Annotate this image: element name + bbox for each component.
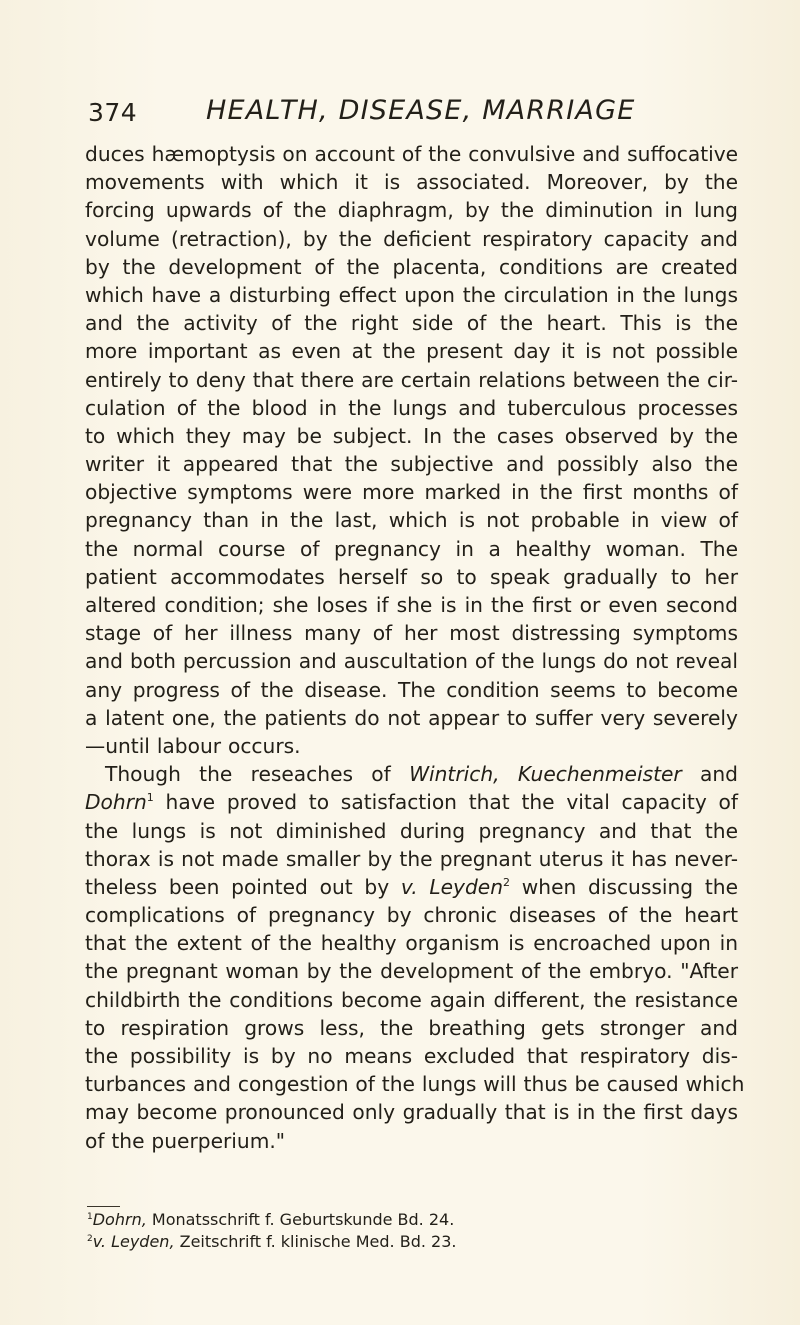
text-fragment: and xyxy=(681,762,738,787)
footnote-text: Zeitschrift f. klinische Med. Bd. 23. xyxy=(174,1232,457,1251)
text-line: duces hæmoptysis on account of the convulsive and suffocative xyxy=(85,142,739,166)
text-line: stage of her illness many of her most distressing symptoms xyxy=(85,621,738,646)
footnote-mark: 1 xyxy=(87,1212,93,1222)
text-line: patient accommodates herself so to speak gradually to her xyxy=(85,564,738,589)
text-line xyxy=(85,873,738,901)
text-line: altered condition; she loses if she is in the first or even second xyxy=(85,593,738,617)
text-line: culation of the blood in the lungs and tuberculous processes xyxy=(85,395,738,420)
footnotes xyxy=(87,1209,727,1253)
text-line: more important as even at the present day it is not possible xyxy=(85,339,738,364)
paragraph-2 xyxy=(85,760,745,1155)
text-line: to which they may be subject. In the cases observed by the xyxy=(85,423,738,448)
text-line: to respiration grows less, the breathing gets stronger and xyxy=(85,1015,738,1040)
footnote-2 xyxy=(87,1231,727,1253)
author-name-leyden: v. Leyden xyxy=(400,874,504,899)
text-line: —until labour occurs. xyxy=(85,733,301,758)
text-line: forcing upwards of the diaphragm, by the diminution in lung xyxy=(85,198,738,223)
text-line: a latent one, the patients do not appear to suffer very severely xyxy=(85,705,738,730)
text-line: complications of pregnancy by chronic diseases of the heart xyxy=(85,903,738,928)
footnote-author: v. Leyden, xyxy=(92,1232,175,1251)
footnote-ref-1[interactable]: 1 xyxy=(146,791,154,805)
text-line: thorax is not made smaller by the pregnant uterus it has never- xyxy=(85,846,738,871)
footnote-mark: 2 xyxy=(87,1234,93,1244)
body-text xyxy=(85,140,745,1155)
text-line xyxy=(85,760,738,788)
text-line: any progress of the disease. The condition seems to become xyxy=(85,677,738,702)
author-names: Wintrich, Kuechenmeister xyxy=(409,762,682,787)
text-line xyxy=(85,788,738,816)
running-head: HEALTH, DISEASE, MARRIAGE xyxy=(206,95,636,126)
page-header xyxy=(88,95,728,138)
text-line: the lungs is not diminished during pregnancy and that the xyxy=(85,818,738,843)
text-fragment: when discussing the xyxy=(510,874,738,899)
text-line: the pregnant woman by the development of the embryo. "After xyxy=(85,959,738,984)
footnote-text: Monatsschrift f. Geburtskunde Bd. 24. xyxy=(146,1210,455,1229)
text-line: the normal course of pregnancy in a healthy woman. The xyxy=(85,536,738,561)
text-line: by the development of the placenta, conditions are created xyxy=(85,254,738,279)
text-line: turbances and congestion of the lungs will thus be caused which xyxy=(85,1072,745,1097)
text-fragment: have proved to satisfaction that the vital capacity of xyxy=(153,790,738,815)
text-line: may become pronounced only gradually that is in the first days xyxy=(85,1100,738,1125)
author-name-dohrn: Dohrn xyxy=(85,790,147,815)
text-fragment: Though the reseaches of xyxy=(105,762,410,787)
text-line: objective symptoms were more marked in the first months of xyxy=(85,480,738,505)
footnote-1 xyxy=(87,1209,727,1231)
text-line: writer it appeared that the subjective and possibly also the xyxy=(85,452,738,477)
text-fragment: theless been pointed out by xyxy=(85,874,401,899)
text-line: movements with which it is associated. Moreover, by the xyxy=(85,170,738,195)
text-line: that the extent of the healthy organism is encroached upon in xyxy=(85,931,738,956)
footnote-divider xyxy=(87,1206,120,1207)
text-line: and both percussion and auscultation of the lungs do not reveal xyxy=(85,649,738,674)
footnote-ref-2[interactable]: 2 xyxy=(503,875,511,889)
text-line: which have a disturbing effect upon the circulation in the lungs xyxy=(85,282,738,307)
text-line: the possibility is by no means excluded that respiratory dis- xyxy=(85,1044,738,1068)
text-line: childbirth the conditions become again different, the resistance xyxy=(85,987,738,1012)
text-line: and the activity of the right side of the heart. This is the xyxy=(85,311,738,336)
footnote-author: Dohrn, xyxy=(92,1210,147,1229)
text-line: entirely to deny that there are certain relations between the cir- xyxy=(85,367,738,392)
paragraph-1 xyxy=(85,140,738,760)
text-line: of the puerperium." xyxy=(85,1128,286,1153)
text-line: pregnancy than in the last, which is not probable in view of xyxy=(85,508,738,533)
text-line: volume (retraction), by the deficient respiratory capacity and xyxy=(85,226,738,251)
page-number: 374 xyxy=(88,98,138,127)
